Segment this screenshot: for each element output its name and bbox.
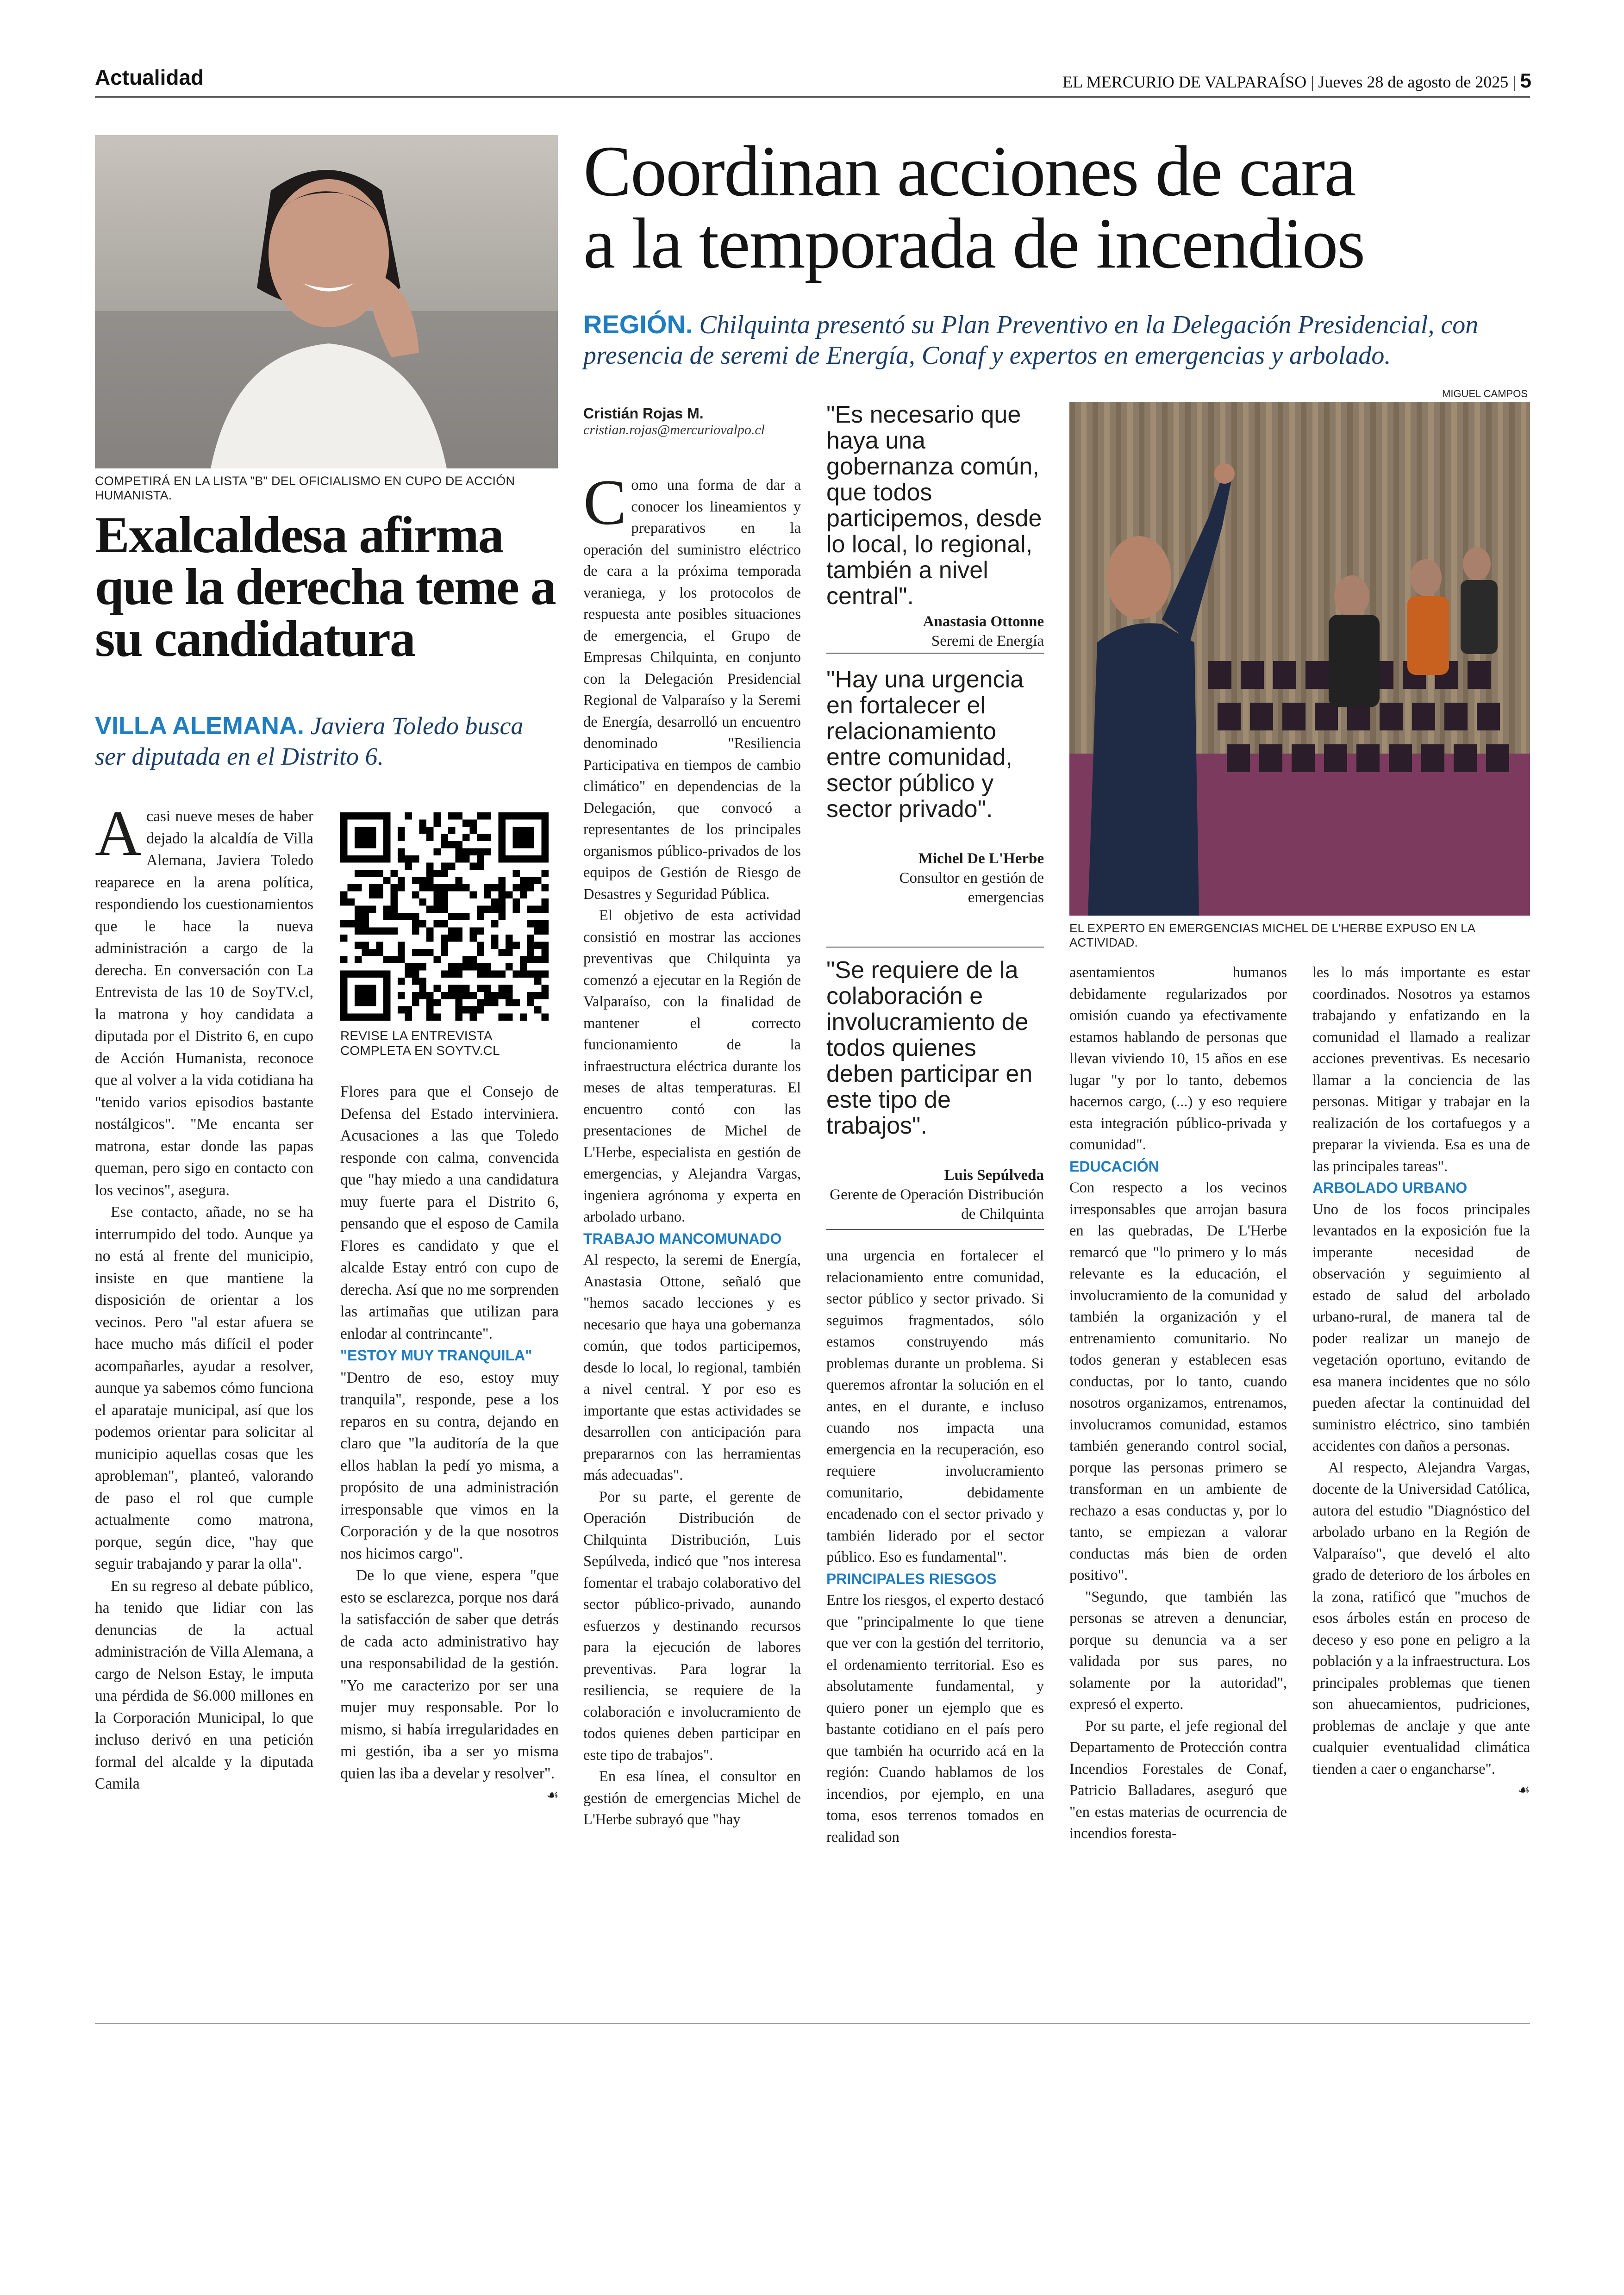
main-paragraph: una urgencia en fortalecer el relacionamiento entre comunidad, sector público y sector privado. Si seguimos fragmentados, sólo estamos construyendo más problemas durante un problema. Si queremos afrontar la solución en el antes, en el durante, e incluso cuando nos impacta una emergencia en la recuperación, eso requiere involucramiento comunitario, debidamente encadenado con el sector privado y también liderado por el sector público. Eso es fundamental".: [826, 1247, 1044, 1565]
left-paragraph: "Dentro de eso, estoy muy tranquila", responde, pese a los reparos en su contra, dejando en claro que "la auditoría de la que ellos hablan la pedí yo misma, a propósito de una administración irresponsable que vimos en la Corporación y de la que nosotros nos hicimos cargo".: [340, 1369, 559, 1562]
event-photo-caption: EL EXPERTO EN EMERGENCIAS MICHEL DE L'HERBE EXPUSO EN LA ACTIVIDAD.: [1069, 921, 1475, 949]
left-lead-tag: VILLA ALEMANA.: [95, 712, 304, 740]
main-paragraph: Al respecto, Alejandra Vargas, docente de la Universidad Católica, autora del estudio "Diagnóstico del arbolado urbano en la Región de Valparaíso", que develó el alto grado de deterioro de los árboles en la zona, ratificó que "muchos de esos árboles están en proceso de deceso y eso pone en peligro a la población y a la infraestructura. Los principales problemas que tienen son ahuecamientos, pudriciones, problemas de anclaje y que ante cualquier eventualidad climática tienden a caer o engancharse".: [1312, 1459, 1530, 1777]
byline: [583, 405, 801, 438]
main-body-column-1: [583, 467, 801, 1831]
left-headline: Exalcaldesa afirma que la derecha teme a su candidatura: [95, 506, 556, 667]
event-photo: [1069, 402, 1530, 916]
main-paragraph: Uno de los focos principales levantados en la exposición fue la imperante necesidad de observación y seguimiento al estado de salud del arbolado urbano-rural, de manera tal de poder realizar un manejo de vegetación oportuno, evitando de esa manera incidentes que no sólo pueden afectar la continuidad del suministro eléctrico, sino también accidentes con daños a personas.: [1312, 1201, 1530, 1454]
main-paragraph: Con respecto a los vecinos irresponsables que arrojan basura en las quebradas, De L'Herbe remarcó que "lo primero y lo más relevante es la educación, el involucramiento de la comunidad y también la organización y el entrenamiento comunitario. No todos generan y establecen esas conductas, por lo tanto, cuando nosotros organizamos, entrenamos, involucramos comunidad, estamos también generando control social, porque las personas primero se transforman en un ambiente de rechazo a esas conductas y, por lo tanto, se empiezan a valorar conductas más bien de orden positivo".: [1069, 1179, 1287, 1584]
candidate-photo: [95, 135, 558, 468]
left-body-column-1: [95, 798, 313, 1795]
quote-author-name: Michel De L'Herbe: [918, 850, 1044, 867]
candidate-photo-caption: COMPETIRÁ EN LA LISTA "B" DEL OFICIALISMO EN CUPO DE ACCIÓN HUMANISTA.: [95, 474, 515, 502]
qr-code-graphic: [340, 812, 549, 1021]
qr-code-icon[interactable]: [340, 812, 549, 1021]
quote-divider: [826, 1229, 1044, 1230]
main-paragraph: omo una forma de dar a conocer los lineamientos y preparativos en la operación del suministro eléctrico de cara a la próxima temporada veraniega, y los protocolos de respuesta ante posibles situaciones de emergencia, el Grupo de Empresas Chilquinta, en conjunto con la Delegación Presidencial Regional de Valparaíso y la Seremi de Energía, desarrolló un encuentro denominado "Resiliencia Participativa en tiempos de cambio climático" en dependencias de la Delegación, que convocó a representantes de los principales organismos público-privados de los equipos de Gestión de Riesgo de Desastres y Seguridad Pública.: [583, 477, 801, 903]
subheading: "ESTOY MUY TRANQUILA": [340, 1347, 532, 1364]
subheading: EDUCACIÓN: [1069, 1158, 1159, 1175]
pull-quote: [826, 402, 1044, 651]
quote-divider: [826, 947, 1044, 948]
left-paragraph: En su regreso al debate público, ha tenido que lidiar con las denuncias de la actual administración de Villa Alemana, a cargo de Nelson Estay, le imputa una pérdida de $6.000 millones en la Corporación Municipal, lo que incluso derivó en una petición formal del alcalde y la diputada Camila: [95, 1577, 313, 1792]
candidate-photo-illustration: [95, 135, 558, 468]
main-paragraph: En esa línea, el consultor en gestión de emergencias Michel de L'Herbe subrayó que "hay: [583, 1768, 801, 1828]
pull-quote-text: "Se requiere de la colaboración e involucramiento de todos quienes deben participar en este tipo de trabajos".: [826, 957, 1033, 1139]
photo-credit: MIGUEL CAMPOS: [1442, 388, 1528, 399]
main-body-column-4: [1312, 962, 1530, 1802]
pull-quote-text: "Es necesario que haya una gobernanza común, que todos participemos, desde lo local, lo regional, también a nivel central".: [826, 401, 1042, 610]
qr-caption: REVISE LA ENTREVISTA COMPLETA EN SOYTV.CL: [340, 1029, 500, 1058]
quote-author-role: Consultor en gestión de emergencias: [899, 870, 1044, 906]
footer-rule: [95, 2023, 1530, 2024]
main-lead: [583, 309, 1532, 371]
main-paragraph: asentamientos humanos debidamente regularizados por omisión cuando ya efectivamente estamos hablando de personas que llevan viviendo 10, 15 años en ese lugar "y por lo tanto, debemos hacernos cargo, (...) y eso requiere esta integración público-privada y comunidad".: [1069, 964, 1287, 1153]
quote-author-role: Seremi de Energía: [931, 633, 1044, 649]
main-paragraph: "Segundo, que también las personas se atreven a denunciar, porque su denuncia va a ser validada por sus pares, no solamente por la autoridad", expresó el experto.: [1069, 1588, 1287, 1713]
main-headline-line-2: a la temporada de incendios: [583, 203, 1365, 283]
main-body-column-2: [826, 1245, 1044, 1848]
section-label: Actualidad: [95, 65, 204, 89]
publication-info: [1062, 69, 1531, 93]
publication-date: EL MERCURIO DE VALPARAÍSO | Jueves 28 de agosto de 2025 |: [1062, 73, 1516, 91]
main-headline-line-1: Coordinan acciones de cara: [583, 131, 1355, 211]
pull-quote: [826, 667, 1044, 907]
left-paragraph: De lo que viene, espera "que esto se esclarezca, porque nos dará la satisfacción de saber que detrás de cada acto administrativo hay una responsabilidad de la gestión. "Yo me caracterizo por ser una mujer muy responsable. Por lo mismo, si había irregularidades en mi gestión, iba a ser yo misma quien las iba a develar y resolver".: [340, 1567, 559, 1782]
left-lead-text: Javiera Toledo busca ser diputada en el Distrito 6.: [95, 712, 524, 770]
main-paragraph: Por su parte, el jefe regional del Departamento de Protección contra Incendios Forestales de Conaf, Patricio Balladares, aseguró que "en estas materias de ocurrencia de incendios foresta-: [1069, 1717, 1287, 1842]
main-paragraph: El objetivo de esta actividad consistió en mostrar las acciones preventivas que Chilquinta ya comenzó a ejecutar en la Región de Valparaíso, con la finalidad de mantener el correcto funcionamiento de la infraestructura eléctrica durante los meses de altas temperaturas. El encuentro contó con las presentaciones de Michel de L'Herbe, especialista en gestión de emergencias, y Alejandra Vargas, ingeniera agrónoma y experta en arbolado urbano.: [583, 907, 801, 1225]
header-rule: [95, 96, 1530, 98]
main-paragraph: Entre los riesgos, el experto destacó que "principalmente lo que tiene que ver con la gestión del territorio, el ordenamiento territorial. Eso es absolutamente fundamental, y quiero poner un ejemplo que es bastante cotidiano en el país pero que también ha ocurrido acá en la región: Cuando hablamos de los incendios, por ejemplo, en una toma, esos terrenos tomados en realidad son: [826, 1592, 1044, 1846]
main-lead-tag: REGIÓN.: [583, 310, 693, 339]
author-email[interactable]: cristian.rojas@mercuriovalpo.cl: [583, 422, 765, 437]
left-paragraph: casi nueve meses de haber dejado la alcaldía de Villa Alemana, Javiera Toledo reaparece en la arena política, respondiendo los cuestionamientos que le hace la nueva administración a cargo de la derecha. En conversación con La Entrevista de las 10 de SoyTV.cl, la matrona y hoy candidata a diputada por el Distrito 6, en cupo de Acción Humanista, reconoce que al volver a la vida cotidiana ha "tenido varios episodios bastante nostálgicos". "Me encanta ser matrona, estar donde las papas queman, pero sigo en contacto con los vecinos", asegura.: [95, 808, 313, 1199]
left-lead: [95, 711, 549, 772]
quote-divider: [826, 653, 1044, 654]
quote-author-name: Luis Sepúlveda: [944, 1167, 1044, 1184]
end-mark-icon: ☙: [546, 1787, 559, 1803]
left-paragraph: Ese contacto, añade, no se ha interrumpido del todo. Aunque ya no está al frente del municipio, insiste en que mantiene la disposición de orientar a los vecinos. Pero "al estar afuera se hace mucho más difícil el poder acompañarles, ayudar a resolver, aunque ya sabemos cómo funciona el aparataje municipal, así que los podemos orientar para solicitar al municipio aquellas cosas que les aprobleman", planteó, valorando de paso el rol que cumple actualmente como matrona, porque, según dice, "hay que seguir trabajando y parar la olla".: [95, 1204, 313, 1572]
event-photo-illustration: [1069, 402, 1530, 916]
main-paragraph: Por su parte, el gerente de Operación Distribución de Chilquinta Distribución, Luis Sepúlveda, indicó que "nos interesa fomentar el trabajo colaborativo del sector público-privado, aunando esfuerzos y destinando recursos para la ejecución de labores preventivas. Para lograr la resiliencia, se requiere de la colaboración e involucramiento de todos quienes deben participar en este tipo de trabajos".: [583, 1488, 801, 1764]
end-mark-icon: ☙: [1518, 1782, 1530, 1798]
main-paragraph: les lo más importante es estar coordinados. Nosotros ya estamos trabajando y enfatizando en la comunidad el llamado a realizar acciones preventivas. Es necesario llamar a la conciencia de las personas. Mitigar y trabajar en la realización de los cortafuegos y a preparar la vivienda. Esa es una de las principales tareas".: [1312, 964, 1530, 1175]
quote-author-name: Anastasia Ottonne: [923, 613, 1044, 630]
main-lead-text: Chilquinta presentó su Plan Preventivo en la Delegación Presidencial, con presencia de seremi de Energía, Conaf y expertos en emergencias y arbolado.: [583, 311, 1479, 370]
drop-cap: A: [95, 798, 142, 869]
subheading: PRINCIPALES RIESGOS: [826, 1570, 997, 1587]
main-paragraph: Al respecto, la seremi de Energía, Anastasia Ottone, señaló que "hemos sacado lecciones y es necesario que haya una gobernanza común, que todos participemos, desde lo local, lo regional, también a nivel central. Y por eso es importante que estas actividades se desarrollen con anticipación para prepararnos con las herramientas más adecuadas".: [583, 1252, 801, 1484]
drop-cap: C: [583, 467, 627, 538]
page-number: 5: [1520, 69, 1531, 92]
quote-author-role: Gerente de Operación Distribución de Chilquinta: [830, 1186, 1044, 1222]
author-name: Cristián Rojas M.: [583, 405, 704, 422]
subheading: TRABAJO MANCOMUNADO: [583, 1230, 782, 1247]
main-body-column-3: [1069, 962, 1287, 1845]
pull-quote-text: "Hay una urgencia en fortalecer el relacionamiento entre comunidad, sector público y sector privado".: [826, 666, 1024, 823]
pull-quote: [826, 957, 1044, 1224]
subheading: ARBOLADO URBANO: [1312, 1179, 1468, 1196]
main-headline: [583, 131, 1537, 283]
left-paragraph: Flores para que el Consejo de Defensa del Estado interviniera. Acusaciones a las que Toledo responde con calma, convencida que "hay miedo a una candidatura muy fuerte para el Distrito 6, pensando que el esposo de Camila Flores es candidato y que el alcalde Estay entró con cupo de derecha. Así que no me sorprenden las artimañas que utilizan para enlodar al contrincante".: [340, 1083, 559, 1342]
left-body-column-2: [340, 1081, 559, 1807]
